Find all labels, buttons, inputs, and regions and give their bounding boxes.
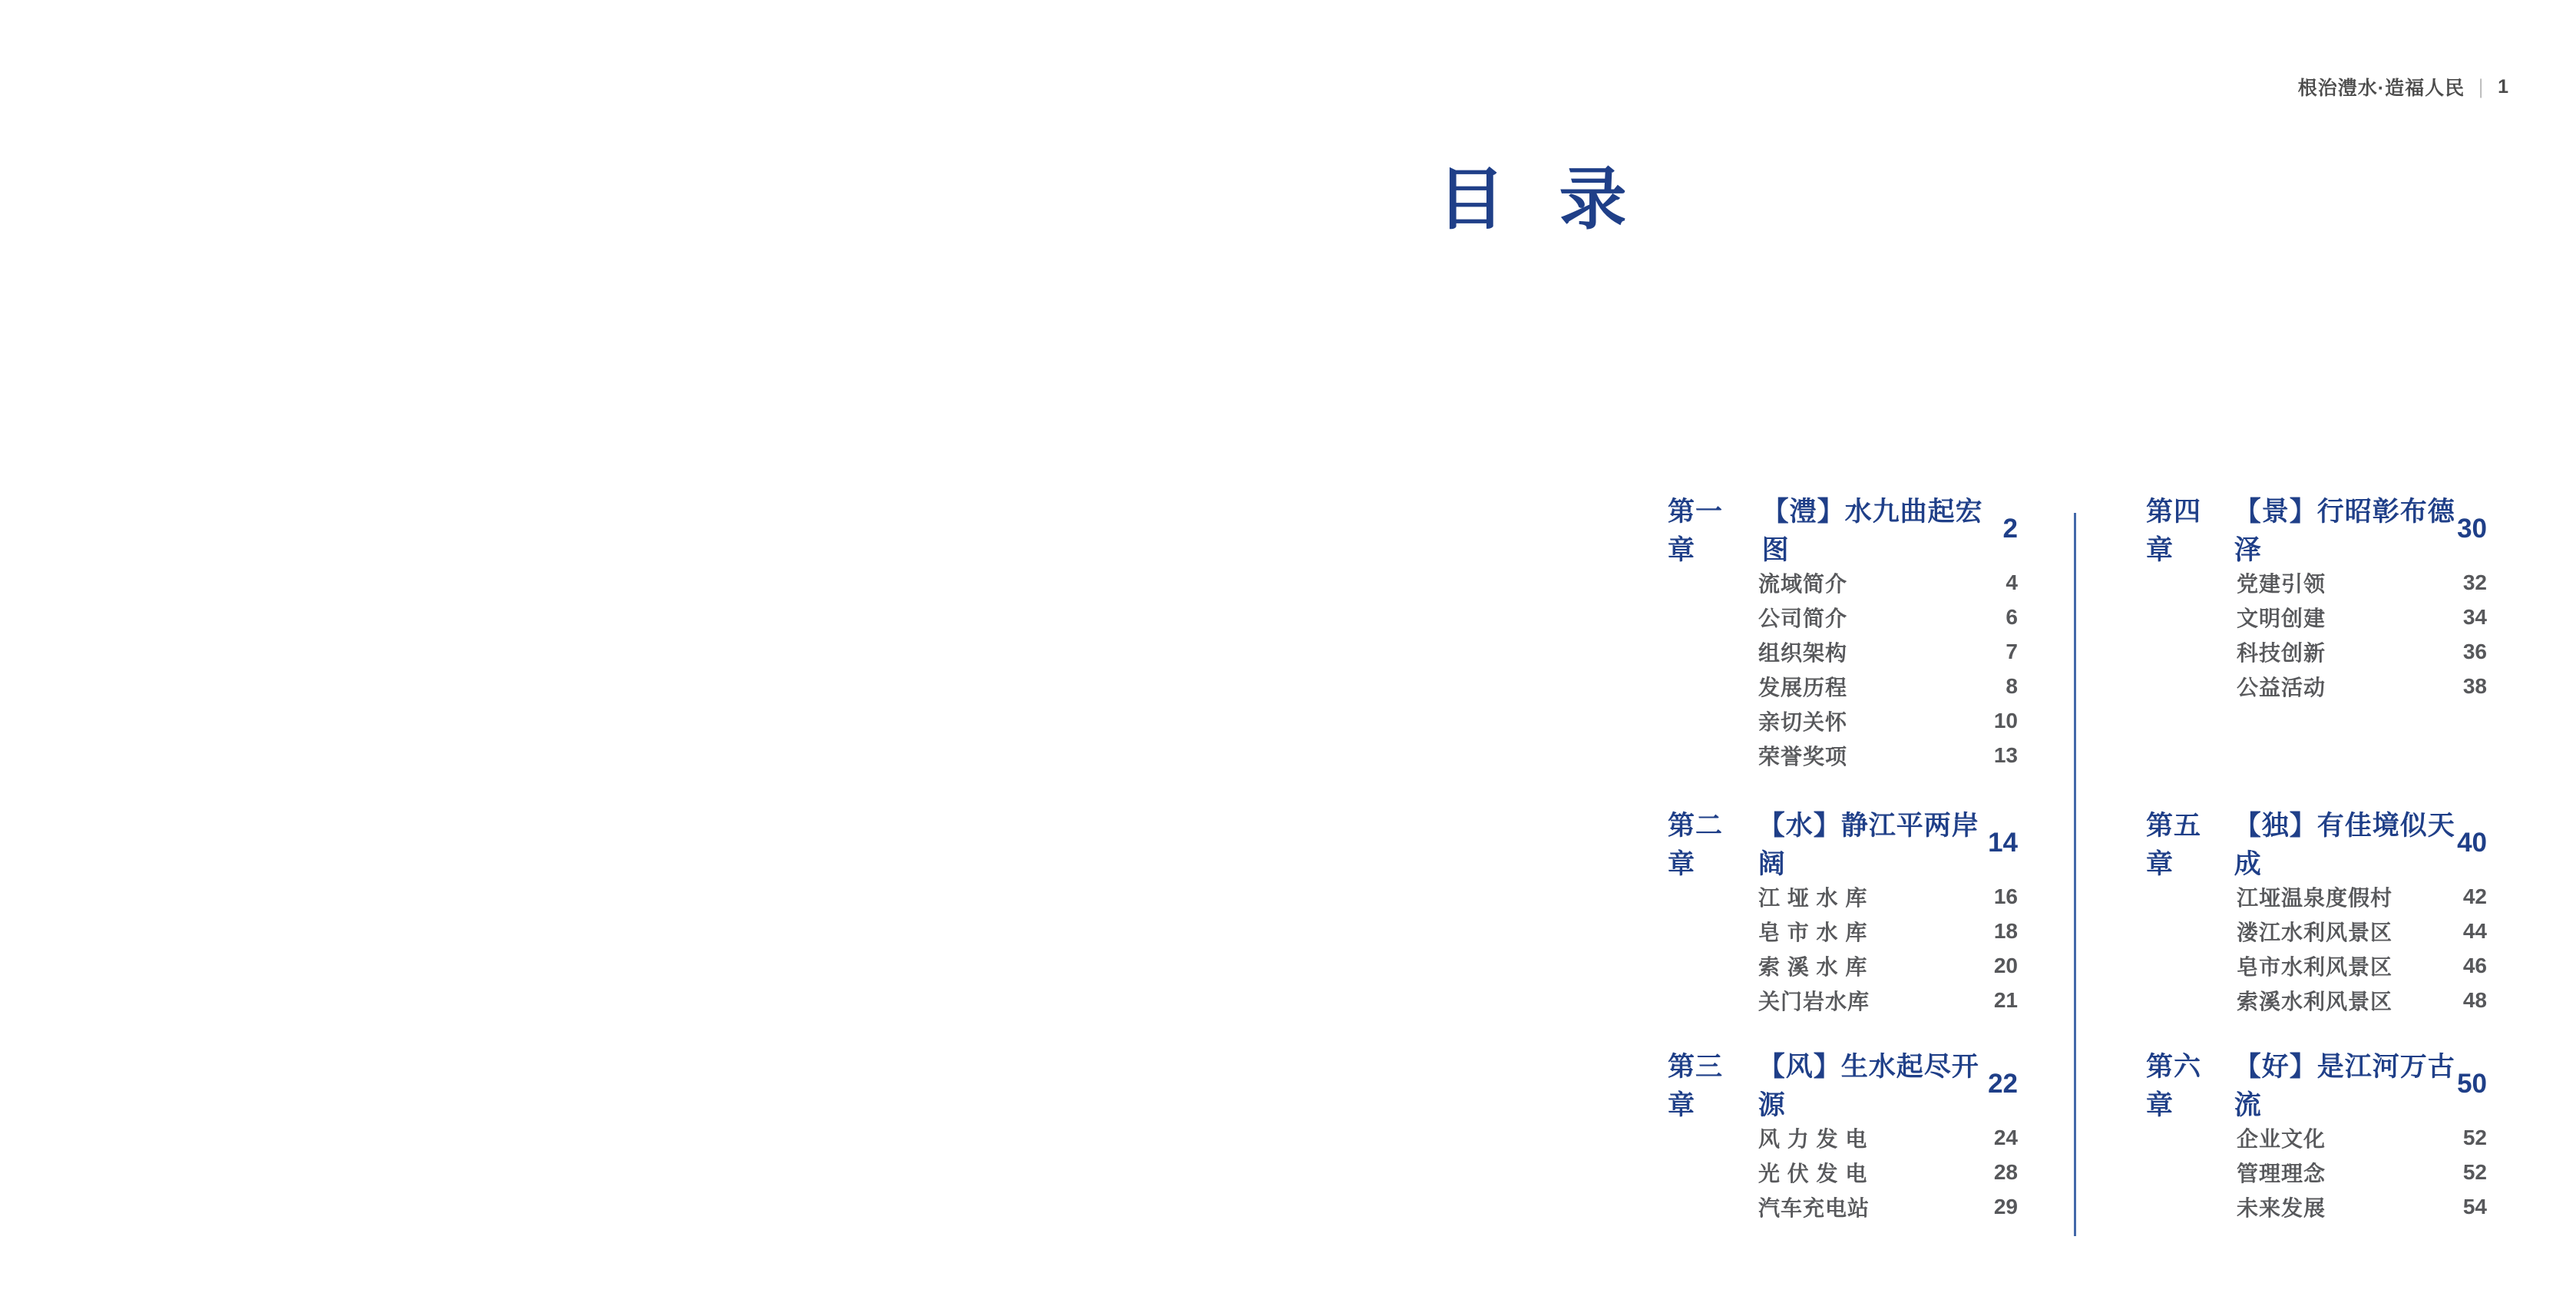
toc-item-label: 索 溪 水 库	[1758, 954, 1868, 979]
page-header	[2298, 73, 2508, 101]
toc-item[interactable]	[1668, 565, 2018, 600]
toc-item-page: 36	[2462, 639, 2487, 663]
toc-item-label: 企业文化	[2237, 1126, 2326, 1151]
toc-item-page: 28	[1993, 1159, 2018, 1184]
toc-item-page: 52	[2462, 1159, 2487, 1184]
chapter-3-items	[1668, 1120, 2018, 1224]
toc-item-label: 发展历程	[1758, 675, 1848, 699]
toc-item-page: 38	[2462, 673, 2487, 698]
chapter-2-items	[1668, 879, 2018, 1017]
chapter-number: 第六章	[2146, 1052, 2202, 1120]
chapter-2	[1668, 811, 2018, 1017]
chapter-page-number: 50	[2457, 1069, 2487, 1099]
toc-item[interactable]	[1668, 738, 2018, 772]
toc-item-label: 组织架构	[1758, 640, 1848, 665]
chapter-title: 【水】静江平两岸阔	[1758, 811, 1979, 879]
toc-item-page: 10	[1993, 708, 2018, 732]
chapter-title: 【风】生水起尽开源	[1758, 1052, 1979, 1120]
toc-item[interactable]	[2146, 1189, 2487, 1224]
chapter-page-number: 22	[1988, 1069, 2018, 1099]
header-page-number: 1	[2498, 75, 2508, 98]
toc-item-label: 公益活动	[2237, 675, 2326, 699]
chapter-page-number: 40	[2457, 828, 2487, 858]
chapter-title: 【景】行昭彰布德泽	[2234, 497, 2455, 565]
toc-item-label: 未来发展	[2237, 1195, 2326, 1220]
toc-item[interactable]	[2146, 600, 2487, 634]
toc-item[interactable]	[1668, 1189, 2018, 1224]
chapter-3-heading[interactable]	[1668, 1052, 2018, 1120]
chapter-number: 第五章	[2146, 811, 2202, 879]
chapter-2-heading[interactable]	[1668, 811, 2018, 879]
toc-item-label: 索溪水利风景区	[2237, 989, 2393, 1013]
chapter-number: 第四章	[2146, 497, 2202, 565]
toc-item-page: 48	[2462, 987, 2487, 1012]
chapter-4	[2146, 497, 2487, 703]
chapter-page-number: 14	[1988, 828, 2018, 858]
toc-item-page: 8	[2006, 673, 2018, 698]
chapter-number: 第二章	[1668, 811, 1724, 879]
toc-item[interactable]	[2146, 669, 2487, 703]
chapter-title: 【澧】水九曲起宏图	[1761, 497, 1983, 565]
toc-item[interactable]	[1668, 879, 2018, 914]
toc-item-page: 4	[2006, 570, 2018, 594]
toc-item-label: 管理理念	[2237, 1161, 2326, 1185]
chapter-title: 【独】有佳境似天成	[2234, 811, 2455, 879]
toc-item[interactable]	[2146, 1155, 2487, 1189]
toc-item-label: 流域简介	[1758, 571, 1848, 596]
toc-item-label: 文明创建	[2237, 606, 2326, 630]
chapter-1-heading[interactable]	[1668, 497, 2018, 565]
chapter-5-heading[interactable]	[2146, 811, 2487, 879]
toc-item-page: 6	[2006, 604, 2018, 629]
toc-item-page: 32	[2462, 570, 2487, 594]
toc-item[interactable]	[2146, 914, 2487, 948]
page-title: 目 录	[1437, 161, 1629, 237]
toc-item-page: 44	[2462, 918, 2487, 943]
chapter-number: 第一章	[1668, 497, 1724, 565]
header-motto: 根治澧水·造福人民	[2297, 78, 2465, 99]
toc-item-label: 科技创新	[2237, 640, 2326, 665]
toc-item[interactable]	[1668, 948, 2018, 983]
header-separator: |	[2478, 74, 2485, 98]
toc-item-page: 20	[1993, 953, 2018, 977]
chapter-5	[2146, 811, 2487, 1017]
chapter-6-heading[interactable]	[2146, 1052, 2487, 1120]
toc-item-page: 52	[2462, 1125, 2487, 1149]
toc-item-page: 24	[1993, 1125, 2018, 1149]
chapter-title: 【好】是江河万古流	[2234, 1052, 2455, 1120]
toc-item-page: 46	[2462, 953, 2487, 977]
toc-item[interactable]	[1668, 703, 2018, 738]
toc-item-page: 42	[2462, 884, 2487, 908]
chapter-4-items	[2146, 565, 2487, 703]
toc-item-label: 亲切关怀	[1758, 709, 1848, 734]
toc-item[interactable]	[1668, 914, 2018, 948]
column-divider	[2074, 513, 2076, 1236]
toc-item-label: 荣誉奖项	[1758, 744, 1848, 769]
toc-item[interactable]	[1668, 983, 2018, 1017]
chapter-page-number: 2	[2002, 514, 2018, 544]
chapter-page-number: 30	[2457, 514, 2487, 544]
toc-item[interactable]	[2146, 565, 2487, 600]
chapter-4-heading[interactable]	[2146, 497, 2487, 565]
toc-item-page: 29	[1993, 1194, 2018, 1218]
toc-item[interactable]	[2146, 1120, 2487, 1155]
toc-item[interactable]	[2146, 879, 2487, 914]
chapter-6	[2146, 1052, 2487, 1224]
toc-item-label: 江 垭 水 库	[1758, 885, 1868, 910]
toc-item[interactable]	[2146, 634, 2487, 669]
toc-item-page: 7	[2006, 639, 2018, 663]
toc-item-label: 皂市水利风景区	[2237, 954, 2393, 979]
chapter-5-items	[2146, 879, 2487, 1017]
toc-item-label: 光 伏 发 电	[1758, 1161, 1868, 1185]
toc-item-page: 34	[2462, 604, 2487, 629]
toc-item-page: 21	[1993, 987, 2018, 1012]
toc-item[interactable]	[1668, 634, 2018, 669]
toc-item[interactable]	[2146, 983, 2487, 1017]
toc-item-label: 皂 市 水 库	[1758, 920, 1868, 944]
chapter-3	[1668, 1052, 2018, 1224]
chapter-1-items	[1668, 565, 2018, 772]
toc-item[interactable]	[1668, 1120, 2018, 1155]
toc-item-label: 溇江水利风景区	[2237, 920, 2393, 944]
toc-item-page: 16	[1993, 884, 2018, 908]
chapter-6-items	[2146, 1120, 2487, 1224]
toc-item-label: 公司简介	[1758, 606, 1848, 630]
toc-item-label: 风 力 发 电	[1758, 1126, 1868, 1151]
chapter-1	[1668, 497, 2018, 772]
toc-item[interactable]	[1668, 1155, 2018, 1189]
toc-item-page: 13	[1993, 742, 2018, 767]
toc-item-page: 18	[1993, 918, 2018, 943]
toc-item-label: 汽车充电站	[1758, 1195, 1870, 1220]
toc-item-label: 党建引领	[2237, 571, 2326, 596]
toc-item-page: 54	[2462, 1194, 2487, 1218]
toc-item[interactable]	[1668, 669, 2018, 703]
chapter-number: 第三章	[1668, 1052, 1724, 1120]
toc-item[interactable]	[1668, 600, 2018, 634]
toc-item-label: 关门岩水库	[1758, 989, 1870, 1013]
toc-item[interactable]	[2146, 948, 2487, 983]
toc-item-label: 江垭温泉度假村	[2237, 885, 2393, 910]
